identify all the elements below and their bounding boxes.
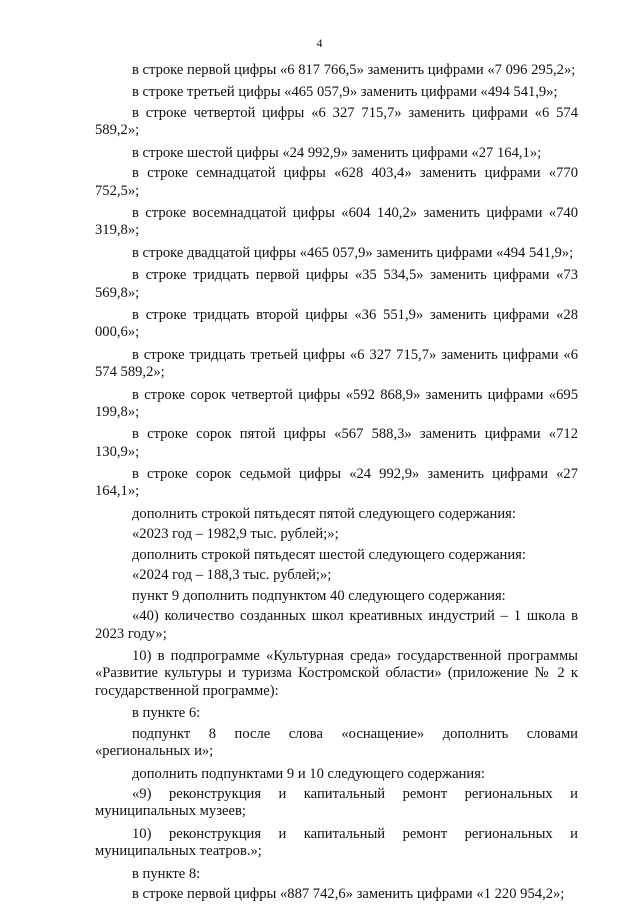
paragraph: в строке шестой цифры «24 992,9» заменить цифрами «27 164,1»; — [132, 144, 542, 161]
paragraph: в строке первой цифры «887 742,6» заменить цифрами «1 220 954,2»; — [132, 886, 565, 903]
paragraph: в строке сорок пятой цифры «567 588,3» заменить цифрами «712 130,9»; — [95, 426, 578, 460]
paragraph: в строке тридцать второй цифры «36 551,9» заменить цифрами «28 000,6»; — [95, 307, 578, 341]
paragraph: в строке семнадцатой цифры «628 403,4» заменить цифрами «770 752,5»; — [95, 165, 578, 199]
paragraph: «40) количество созданных школ креативных индустрий – 1 школа в 2023 году»; — [95, 608, 578, 642]
paragraph: в строке восемнадцатой цифры «604 140,2» заменить цифрами «740 319,8»; — [95, 205, 578, 239]
paragraph: подпункт 8 после слова «оснащение» дополнить словами «региональных и»; — [95, 725, 578, 760]
paragraph: «2023 год – 1982,9 тыс. рублей;»; — [132, 526, 339, 543]
paragraph: в строке четвертой цифры «6 327 715,7» заменить цифрами «6 574 589,2»; — [95, 104, 578, 139]
paragraph: дополнить строкой пятьдесят шестой следующего содержания: — [132, 546, 526, 563]
paragraph: пункт 9 дополнить подпунктом 40 следующего содержания: — [132, 587, 506, 604]
paragraph: в пункте 8: — [132, 865, 201, 882]
paragraph: в строке тридцать третьей цифры «6 327 715,7» заменить цифрами «6 574 589,2»; — [95, 346, 578, 381]
paragraph: 10) в подпрограмме «Культурная среда» государственной программы «Развитие культуры и туризма Костромской области» (приложение № 2 к государственной программе): — [95, 648, 578, 699]
document-body — [95, 62, 578, 909]
paragraph: в строке первой цифры «6 817 766,5» заменить цифрами «7 096 295,2»; — [132, 62, 576, 78]
paragraph: «2024 год – 188,3 тыс. рублей;»; — [132, 567, 332, 584]
paragraph: в строке тридцать первой цифры «35 534,5» заменить цифрами «73 569,8»; — [95, 267, 578, 301]
paragraph: «9) реконструкция и капитальный ремонт региональных и муниципальных музеев; — [95, 786, 578, 820]
page-number: 4 — [316, 36, 323, 50]
paragraph: 10) реконструкция и капитальный ремонт региональных и муниципальных театров.»; — [95, 825, 578, 860]
paragraph: дополнить строкой пятьдесят пятой следующего содержания: — [132, 505, 516, 522]
paragraph: в строке двадцатой цифры «465 057,9» заменить цифрами «494 541,9»; — [132, 244, 574, 261]
paragraph: в строке сорок седьмой цифры «24 992,9» заменить цифрами «27 164,1»; — [95, 466, 578, 500]
paragraph: в строке сорок четвертой цифры «592 868,9» заменить цифрами «695 199,8»; — [95, 386, 578, 420]
paragraph: дополнить подпунктами 9 и 10 следующего содержания: — [132, 765, 485, 782]
paragraph: в строке третьей цифры «465 057,9» заменить цифрами «494 541,9»; — [132, 84, 558, 101]
paragraph: в пункте 6: — [132, 705, 201, 722]
